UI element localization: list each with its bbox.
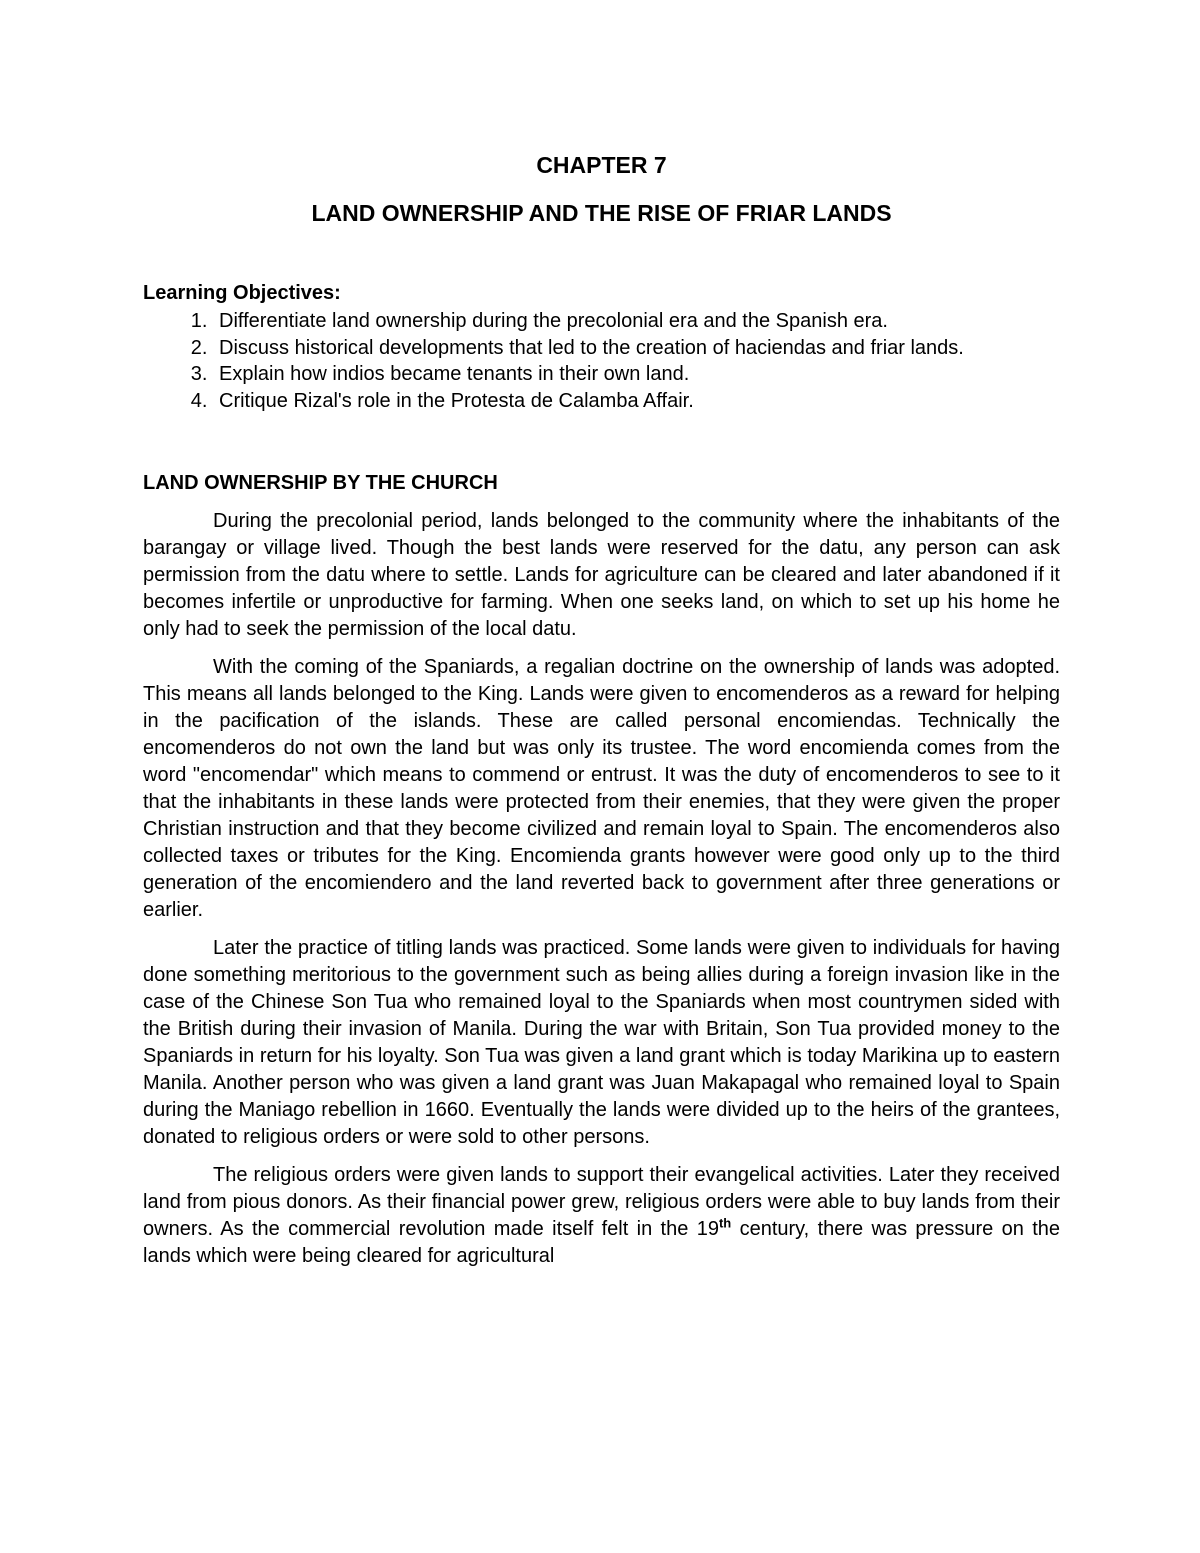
body-paragraph: Later the practice of titling lands was practiced. Some lands were given to individuals for having done something meritorious to the government such as being allies during a foreign invasion like in the case of the Chinese Son Tua who remained loyal to the Spaniards when most countrymen sided with the British during their invasion of Manila. During the war with Britain, Son Tua provided money to the Spaniards in return for his loyalty. Son Tua was given a land grant which is today Marikina up to eastern Manila. Another person who was given a land grant was Juan Makapagal who remained loyal to Spain during the Maniago rebellion in 1660. Eventually the lands were divided up to the heirs of the grantees, donated to religious orders or were sold to other persons. <box>143 937 1060 1148</box>
body-paragraph-last <box>143 1162 1060 1270</box>
learning-objectives-list <box>143 308 1060 414</box>
chapter-number: CHAPTER 7 <box>536 152 667 178</box>
section-heading: LAND OWNERSHIP BY THE CHURCH <box>143 472 498 494</box>
body-paragraph: With the coming of the Spaniards, a regalian doctrine on the ownership of lands was adopted. This means all lands belonged to the King. Lands were given to encomenderos as a reward for helping in the pacification of the islands. These are called personal encomiendas. Technically the encomenderos do not own the land but was only its trustee. The word encomienda comes from the word "encomendar" which means to commend or entrust. It was the duty of encomenderos to see to it that the inhabitants in these lands were protected from their enemies, that they were given the proper Christian instruction and that they become civilized and remain loyal to Spain. The encomenderos also collected taxes or tributes for the King. Encomienda grants however were good only up to the third generation of the encomiendero and the land reverted back to government after three generations or earlier. <box>143 656 1060 921</box>
objective-item: 4. Critique Rizal's role in the Protesta de Calamba Affair. <box>213 388 1060 415</box>
objective-item: 3. Explain how indios became tenants in their own land. <box>213 361 1060 388</box>
document-page <box>143 150 1060 1270</box>
objective-item: 1. Differentiate land ownership during the precolonial era and the Spanish era. <box>213 308 1060 335</box>
paragraph-text-before: The religious orders were given lands to support their evangelical activities. Later they received land from pious donors. As their financial power grew, religious orders were able to buy lands from their owners. As the commercial revolution made itself felt in the 19 <box>143 1164 1060 1240</box>
objective-item: 2. Discuss historical developments that led to the creation of haciendas and friar lands. <box>213 335 1060 362</box>
chapter-title: LAND OWNERSHIP AND THE RISE OF FRIAR LANDS <box>311 200 892 226</box>
paragraph-text-after: century, there was pressure on the lands which were being cleared for agricultural <box>143 1218 1060 1267</box>
ordinal-superscript: th <box>718 1215 732 1231</box>
body-paragraph: During the precolonial period, lands belonged to the community where the inhabitants of the barangay or village lived. Though the best lands were reserved for the datu, any person can ask permission from the datu where to settle. Lands for agriculture can be cleared and later abandoned if it becomes infertile or unproductive for farming. When one seeks land, on which to set up his home he only had to seek the permission of the local datu. <box>143 510 1060 640</box>
learning-objectives-heading: Learning Objectives: <box>143 282 341 304</box>
